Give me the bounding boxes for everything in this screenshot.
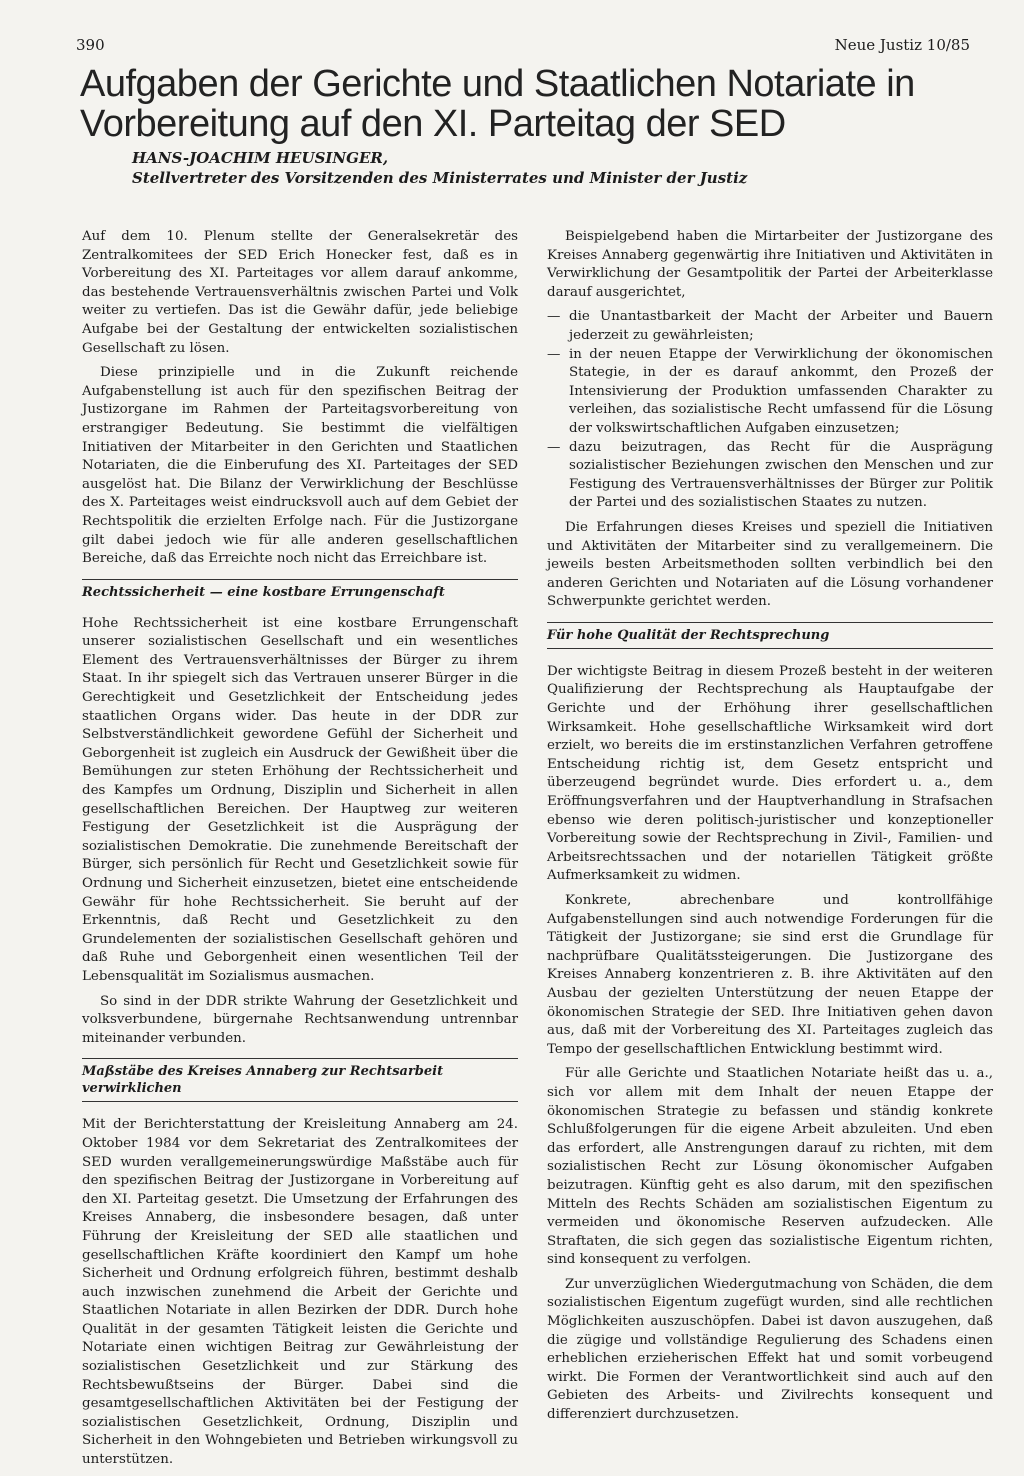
article-title: Aufgaben der Gerichte und Staatlichen Notariate in Vorbereitung auf den XI. Parteitag der SED (80, 63, 915, 145)
paragraph: Auf dem 10. Plenum stellte der Generalsekretär des Zentralkomitees der SED Erich Honecker fest, daß es in Vorbereitung des XI. Parteitages vor allem darauf ankomme, das bestehende Vertrauensverhältnis zwischen Partei und Volk weiter zu vertiefen. Das ist die Gewähr dafür, jede beliebige Aufgabe bei der Gestaltung der entwickelten sozialistischen Gesellschaft zu lösen. (82, 229, 518, 356)
section-heading: Rechtssicherheit — eine kostbare Errungenschaft (82, 579, 518, 601)
author-position: Stellvertreter des Vorsitzenden des Ministerrates und Minister der Justiz (132, 169, 748, 187)
right-column (547, 228, 993, 1431)
paragraph: Die Erfahrungen dieses Kreises und speziell die Initiativen und Aktivitäten der Mitarbeiter sind zu verallgemeinern. Die jeweils besten Arbeitsmethoden sollten verbindlich bei den anderen Gerichten und Notariaten auf die Lösung vorhandener Schwerpunkte gerichtet werden. (547, 519, 993, 610)
list-item: — dazu beizutragen, das Recht für die Ausprägung sozialistischer Beziehungen zwischen den Menschen und zur Festigung des Vertrauensverhältnisses der Bürger zur Politik der Partei und des sozialistischen Staates zu nutzen. (547, 439, 993, 513)
page-number: 390 (76, 36, 105, 54)
paragraph: Der wichtigste Beitrag in diesem Prozeß besteht in der weiteren Qualifizierung der Rechtsprechung als Hauptaufgabe der Gerichte und der Erhöhung ihrer gesellschaftlichen Wirksamkeit. Hohe gesellschaftliche Wirksamkeit wird dort erzielt, wo bereits die im erstinstanzlichen Verfahren getroffene Entscheidung richtig ist, dem Gesetz entspricht und überzeugend begründet wurde. Dies erfordert u. a., dem Eröffnungsverfahren und der Hauptverhandlung in Strafsachen ebenso wie deren politisch-juristischer und konzeptioneller Vorbereitung sowie der Rechtsprechung in Zivil-, Familien- und Arbeitsrechtssachen und der notariellen Tätigkeit größte Aufmerksamkeit zu widmen. (547, 663, 993, 884)
left-column (82, 228, 518, 1476)
journal-issue: Neue Justiz 10/85 (834, 36, 970, 54)
paragraph: Hohe Rechtssicherheit ist eine kostbare Errungenschaft unserer sozialistischen Gesellschaft und ein wesentliches Element des Vertrauensverhältnisses der Bürger zu ihrem Staat. In ihr spiegelt sich das Vertrauen unserer Bürger in die Gerechtigkeit und Gesetzlichkeit der Entscheidung jedes staatlichen Organs wider. Das heute in der DDR zur Selbstverständlichkeit gewordene Gefühl der Sicherheit und Geborgenheit ist zugleich ein Ausdruck der Gewißheit über die Bemühungen zur steten Erhöhung der Rechtssicherheit und des Kampfes um Ordnung, Disziplin und Sicherheit in allen gesellschaftlichen Bereichen. Der Hauptweg zur weiteren Festigung der Gesetzlichkeit ist die Ausprägung der sozialistischen Demokratie. Die zunehmende Bereitschaft der Bürger, sich persönlich für Recht und Gesetzlichkeit sowie für Ordnung und Sicherheit einzusetzen, bietet eine entscheidende Gewähr für hohe Rechtssicherheit. Sie beruht auf der Erkenntnis, daß Recht und Gesetzlichkeit zu den Grundelementen der sozialistischen Gesellschaft gehören und daß Ruhe und Geborgenheit einen wesentlichen Teil der Lebensqualität im Sozialismus ausmachen. (82, 615, 518, 984)
author-name: HANS-JOACHIM HEUSINGER, (132, 149, 389, 167)
list-item: — in der neuen Etappe der Verwirklichung der ökonomischen Stategie, in der es darauf ankommt, den Prozeß der Intensivierung der Produktion umfassenden Charakter zu verleihen, das sozialistische Recht umfassend für die Lösung der volkswirtschaftlichen Aufgaben einzusetzen; (547, 346, 993, 439)
paragraph: Diese prinzipielle und in die Zukunft reichende Aufgabenstellung ist auch für den spezifischen Beitrag der Justizorgane im Rahmen der Parteitagsvorbereitung von erstrangiger Bedeutung. Sie bestimmt die vielfältigen Initiativen der Mitarbeiter in den Gerichten und Staatlichen Notariaten, die die Einberufung des XI. Parteitages der SED ausgelöst hat. Die Bilanz der Verwirklichung der Beschlüsse des X. Parteitages weist eindrucksvoll auch auf dem Gebiet der Rechtspolitik die erzielten Erfolge nach. Für die Justizorgane gilt dabei jedoch wie für alle anderen gesellschaftlichen Bereiche, daß das Erreichte noch nicht das Erreichbare ist. (82, 365, 518, 567)
paragraph: Für alle Gerichte und Staatlichen Notariate heißt das u. a., sich vor allem mit dem Inhalt der neuen Etappe der ökonomischen Strategie zu befassen und ständig konkrete Schlußfolgerungen für die eigene Arbeit abzuleiten. Und eben das erfordert, alle Anstrengungen darauf zu richten, mit dem sozialistischen Recht zur Lösung ökonomischer Aufgaben beizutragen. Künftig geht es also darum, mit den spezifischen Mitteln des Rechts Schäden am sozialistischen Eigentum zu vermeiden und ökonomische Reserven aufzudecken. Alle Straftaten, die sich gegen das sozialistische Eigentum richten, sind konsequent zu verfolgen. (547, 1066, 993, 1268)
section-heading: Maßstäbe des Kreises Annaberg zur Rechtsarbeit verwirklichen (82, 1058, 518, 1102)
dash-list (547, 308, 993, 513)
paragraph: Beispielgebend haben die Mirtarbeiter der Justizorgane des Kreises Annaberg gegenwärtig ihre Initiativen und Aktivitäten in Verwirklichung der Gesamtpolitik der Partei der Arbeiterklasse darauf ausgerichtet, (547, 229, 993, 300)
paragraph: Zur unverzüglichen Wiedergutmachung von Schäden, die dem sozialistischen Eigentum zugefügt wurden, sind alle rechtlichen Möglichkeiten auszuschöpfen. Dabei ist davon auszugehen, daß die zügige und vollständige Regulierung des Schadens einen erheblichen erzieherischen Effekt hat und somit vorbeugend wirkt. Die Formen der Verantwortlichkeit sind auch auf den Gebieten des Arbeits- und Zivilrechts konsequent und differenziert durchzusetzen. (547, 1276, 993, 1423)
paragraph: Konkrete, abrechenbare und kontrollfähige Aufgabenstellungen sind auch notwendige Forderungen für die Tätigkeit der Justizorgane; sie sind erst die Grundlage für nachprüfbare Qualitätssteigerungen. Die Justizorgane des Kreises Annaberg konzentrieren z. B. ihre Aktivitäten auf den Ausbau der gezielten Unterstützung der neuen Etappe der ökonomischen Strategie der SED. Ihre Initiativen gehen davon aus, daß mit der Vorbereitung des XI. Parteitages zugleich das Tempo der gesellschaftlichen Entwicklung bestimmt wird. (547, 893, 993, 1057)
list-item: — die Unantastbarkeit der Macht der Arbeiter und Bauern jederzeit zu gewährleisten; (547, 308, 993, 345)
author-block (132, 148, 747, 188)
paragraph: So sind in der DDR strikte Wahrung der Gesetzlichkeit und volksverbundene, bürgernahe Rechtsanwendung untrennbar miteinander verbunden. (82, 993, 518, 1046)
section-heading: Für hohe Qualität der Rechtsprechung (547, 622, 993, 649)
paragraph: Mit der Berichterstattung der Kreisleitung Annaberg am 24. Oktober 1984 vor dem Sekretariat des Zentralkomitees der SED wurden verallgemeinerungswürdige Maßstäbe auch für den spezifischen Beitrag der Justizorgane in Vorbereitung auf den XI. Parteitag gesetzt. Die Umsetzung der Erfahrungen des Kreises Annaberg, die insbesondere besagen, daß unter Führung der Kreisleitung der SED alle staatlichen und gesellschaftlichen Kräfte koordiniert den Kampf um hohe Sicherheit und Ordnung erfolgreich führen, bestimmt deshalb auch inzwischen zunehmend die Arbeit der Gerichte und Staatlichen Notariate in allen Bezirken der DDR. Durch hohe Qualität in der gesamten Tätigkeit leisten die Gerichte und Notariate einen wichtigen Beitrag zur Gewährleistung der sozialistischen Gesetzlichkeit und zur Stärkung des Rechtsbewußtseins der Bürger. Dabei sind die gesamtgesellschaftlichen Aktivitäten bei der Festigung der sozialistischen Gesetzlichkeit, Ordnung, Disziplin und Sicherheit in den Wohngebieten und Betrieben wirkungsvoll zu unterstützen. (82, 1117, 518, 1468)
